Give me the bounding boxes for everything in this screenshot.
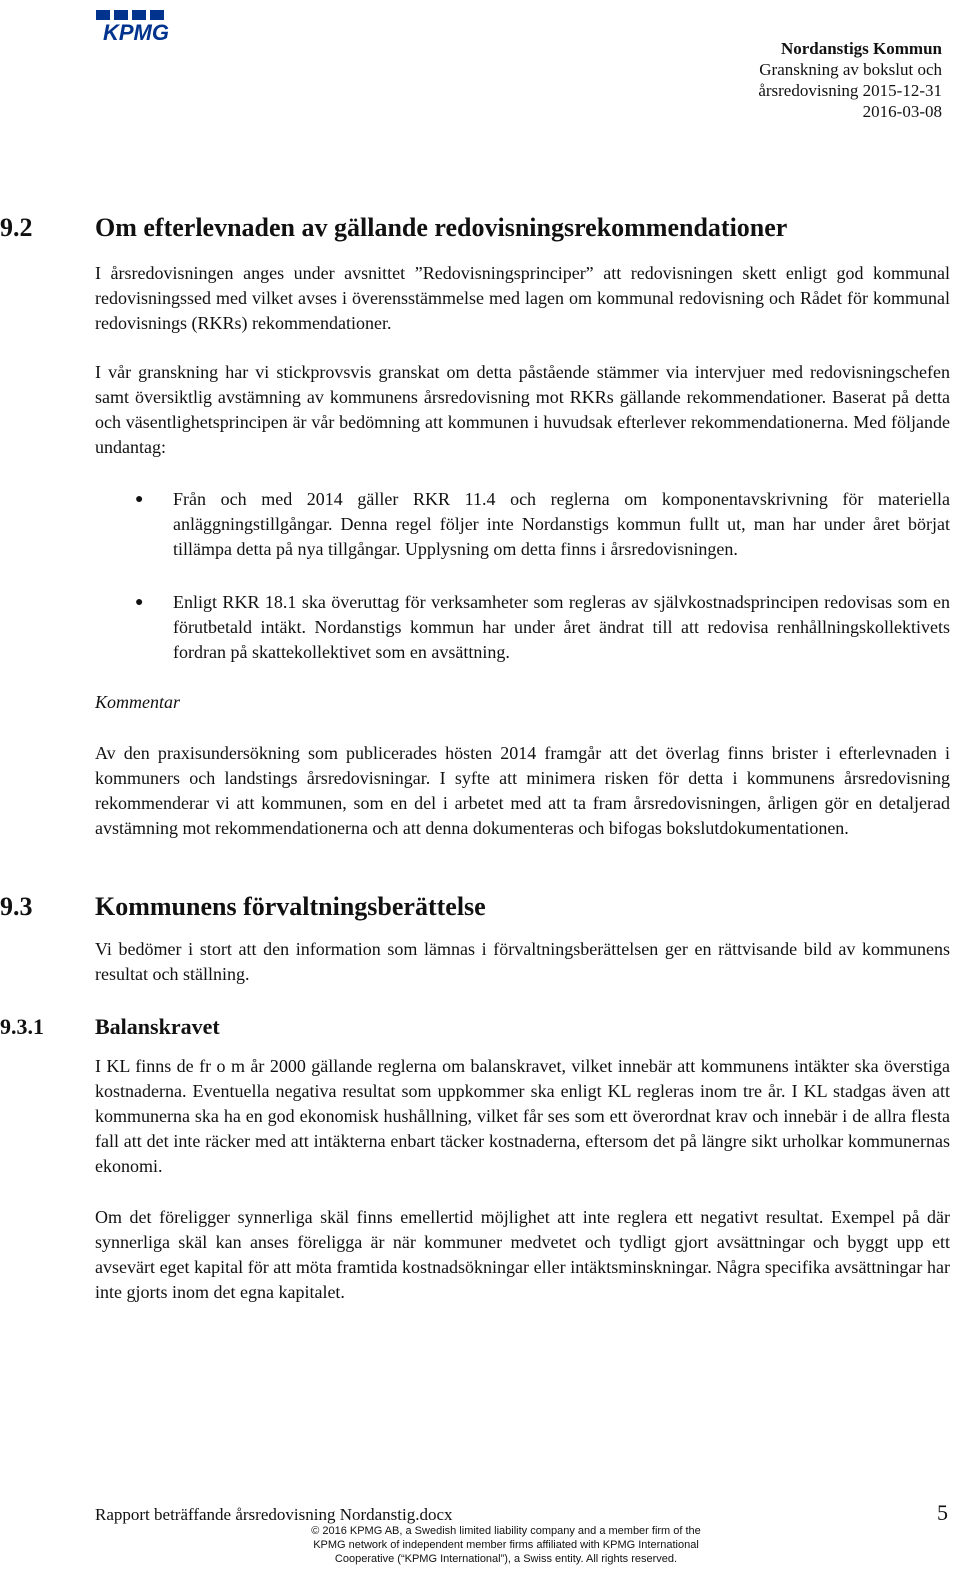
copyright-line: Cooperative (“KPMG International”), a Swiss entity. All rights reserved. [334,1553,678,1565]
copyright-line: KPMG network of independent member firms affiliated with KPMG International [313,1539,699,1551]
paragraph-synnerliga-skal: Om det föreligger synnerliga skäl finns emellertid möjlighet att inte reglera ett negativt resultat. Exempel på där synnerliga skäl kan anses föreligga är när kommuner medvetet och tydligt gjort avsättningar och byggt upp ett avsevärt eget kapital för att möta framtida kostnadsökningar eller intäktsminskningar. Några specifika avsättningar har inte gjorts inom det egna kapitalet. [95,1207,950,1302]
paragraph-granskning: I vår granskning har vi stickprovsvis granskat om detta påstående stämmer via intervjuer med redovisningschefen samt översiktlig avstämning av kommunens årsredovisning mot RKRs gällande rekommendationer. Baserat på detta och väsentlighetsprincipen är vår bedömning att kommunen i huvudsak efterlever rekommendationerna. Med följande undantag: [95,362,950,457]
paragraph-kommentar: Av den praxisundersökning som publicerades hösten 2014 framgår att det överlag finns brister i efterlevnaden i kommuners och landstings årsredovisningar. I syfte att minimera risken för detta i kommunens årsredovisning rekommenderar vi att kommunen, som en del i arbetet med att ta fram årsredovisningen, årligen gör en detaljerad avstämning mot rekommendationerna och att denna dokumenteras och bifogas bokslutdokumentationen. [95,743,950,838]
comment-label: Kommentar [95,692,180,712]
page-header [758,38,942,122]
paragraph-balanskrav: I KL finns de fr o m år 2000 gällande reglerna om balanskravet, vilket innebär att kommunens intäkter ska överstiga kostnaderna. Eventuella negativa resultat som uppkommer ska enligt KL regleras inom tre år. I KL stadgas även att kommunerna ska ha en god ekonomisk hushållning, vilket får ses som ett överordnat krav och innebär i de allra flesta fall att det inte räcker med att intäkterna enbart täcker kostnaderna, eftersom det på längre sikt urholkar kommunernas ekonomi. [95,1056,950,1176]
section-heading-9-2 [0,213,950,247]
section-heading-9-3-1 [0,1014,950,1044]
bullet-icon: ● [135,595,144,610]
section-number: 9.2 [0,213,33,242]
section-title: Kommunens förvaltningsberättelse [95,892,486,921]
header-date: 2016-03-08 [862,102,942,121]
section-heading-9-3 [0,892,950,926]
footer-copyright [286,1524,726,1566]
paragraph-redovisningsprinciper: I årsredovisningen anges under avsnittet ”Redovisningsprinciper” att redovisningen skett enligt god kommunal redovisningssed med vilket avses i överensstämmelse med lagen om kommunal redovisning och Rådet för kommunal redovisnings (RKRs) rekommendationer. [95,263,950,333]
paragraph-forvaltningsberattelse: Vi bedömer i stort att den information som lämnas i förvaltningsberättelsen ger en rättvisande bild av kommunens resultat och ställning. [95,939,950,984]
section-title: Balanskravet [95,1014,220,1039]
header-subject-line1: Granskning av bokslut och [759,60,942,79]
page-number: 5 [937,1500,948,1525]
section-number: 9.3.1 [0,1014,44,1039]
list-item: ● Från och med 2014 gäller RKR 11.4 och reglerna om komponentavskrivning för materiella anläggningstillgångar. Denna regel följer inte Nordanstigs kommun fullt ut, man har under året börjat tillämpa detta på nya tillgångar. Upplysning om detta finns i årsredovisningen. [135,489,950,559]
header-subject-line2: årsredovisning 2015-12-31 [758,81,942,100]
copyright-line: © 2016 KPMG AB, a Swedish limited liability company and a member firm of the [311,1525,701,1537]
bullet-icon: ● [135,492,144,507]
footer-document-name: Rapport beträffande årsredovisning Nordanstig.docx [95,1505,453,1524]
list-item: ● Enligt RKR 18.1 ska överuttag för verksamheter som regleras av självkostnadsprincipen redovisas som en förutbetald intäkt. Nordanstigs kommun har under året ändrat till att redovisa renhållningskollektivets fordran på skattekollektivet som en avsättning. [135,592,950,662]
section-title: Om efterlevnaden av gällande redovisningsrekommendationer [95,213,788,242]
section-number: 9.3 [0,892,33,921]
kpmg-logo [92,8,180,42]
svg-text:KPMG: KPMG [103,20,169,42]
header-organization: Nordanstigs Kommun [780,39,942,58]
